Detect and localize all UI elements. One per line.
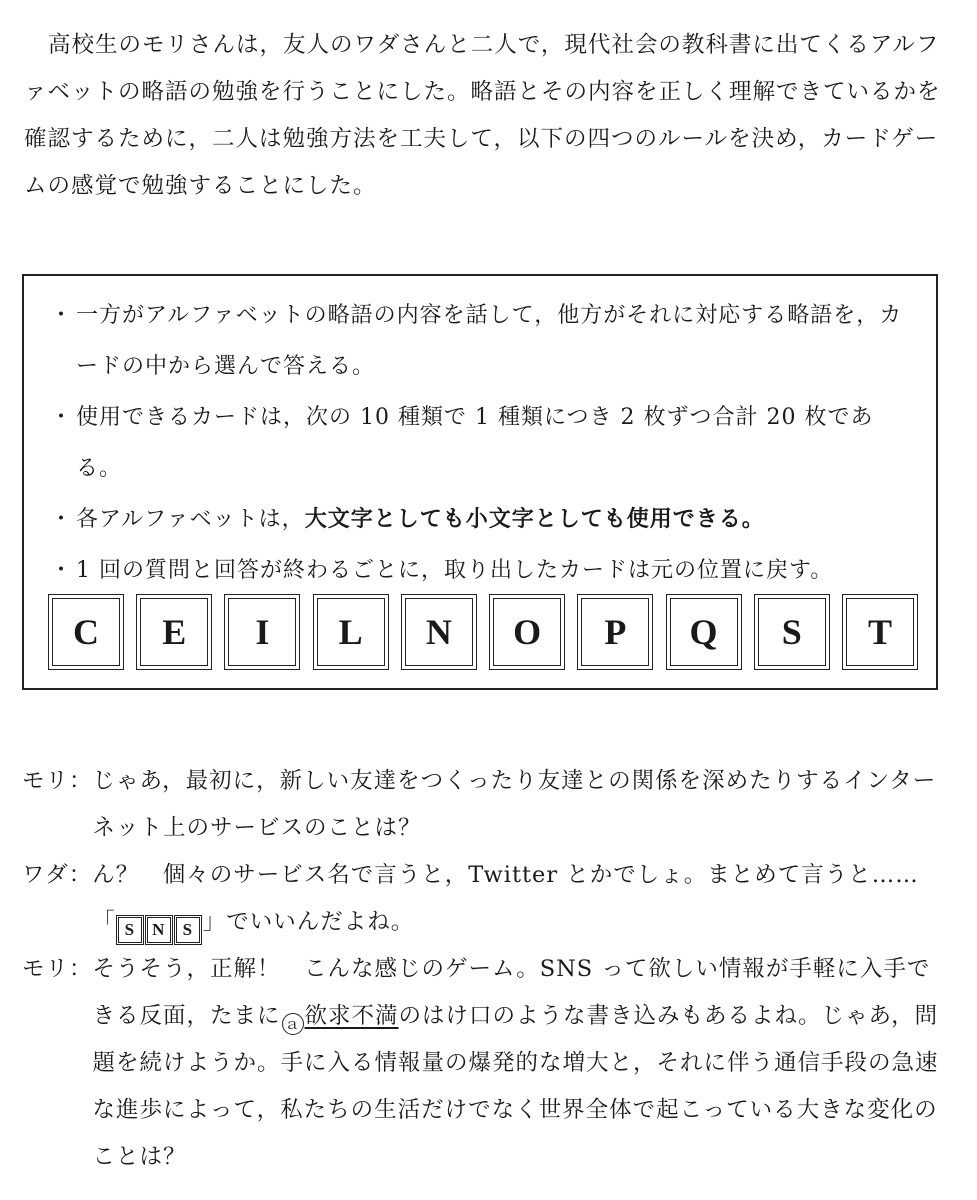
card-letter: L xyxy=(317,598,385,666)
rule-item: ・ 使用できるカードは，次の 10 種類で 1 種類につき 2 枚ずつ合計 20 枚である。 xyxy=(54,392,914,494)
card-letter: Q xyxy=(670,598,738,666)
letter-card xyxy=(224,594,300,670)
intro-paragraph: 高校生のモリさんは，友人のワダさんと二人で，現代社会の教科書に出てくるアルファベットの略語の勉強を行うことにした。略語とその内容を正しく理解できているかを確認するために，二人は勉強方法を工夫して，以下の四つのルールを決め，カードゲームの感覚で勉強することにした。 xyxy=(24,32,941,199)
rule-text: 各アルファベットは， xyxy=(76,507,305,532)
card-letter: N xyxy=(405,598,473,666)
answer-letter: S xyxy=(118,917,142,943)
letter-card xyxy=(577,594,653,670)
card-letter: E xyxy=(140,598,208,666)
answer-card xyxy=(145,915,173,945)
speech-fragment: ん？ 個々のサービス名で言うと，Twitter とかでしょ。まとめて言うと……「 xyxy=(92,862,919,935)
dialogue-line xyxy=(22,758,942,852)
rules-box xyxy=(22,274,938,690)
speaker-label: モリ： xyxy=(22,768,93,794)
rule-item: ・ 1 回の質問と回答が終わるごとに，取り出したカードは元の位置に戻す。 xyxy=(54,545,914,596)
dialogue xyxy=(22,758,942,1181)
dialogue-line xyxy=(22,852,942,946)
letter-card xyxy=(313,594,389,670)
rule-item: ・ 一方がアルファベットの略語の内容を話して，他方がそれに対応する略語を，カードの中から選んで答える。 xyxy=(54,290,914,392)
card-letter: P xyxy=(581,598,649,666)
speech-text xyxy=(93,946,942,1181)
circled-a-marker: ａ xyxy=(282,1013,304,1035)
letter-cards xyxy=(48,594,918,670)
speech-fragment: 」でいいんだよね。 xyxy=(202,909,415,935)
speech-text xyxy=(92,852,942,946)
letter-card xyxy=(666,594,742,670)
rule-item xyxy=(54,494,914,545)
letter-card xyxy=(754,594,830,670)
answer-card xyxy=(116,915,144,945)
letter-card xyxy=(136,594,212,670)
letter-card xyxy=(48,594,124,670)
letter-card xyxy=(489,594,565,670)
speech-fragment: のはけ口のような書き込みもあるよね。じゃあ，問題を続けようか。手に入る情報量の爆発的な増大と，それに伴う通信手段の急速な進歩によって，私たちの生活だけでなく世界全体で起こっている大きな変化のことは？ xyxy=(92,1003,939,1170)
rule-bold-text: 大文字としても小文字としても使用できる。 xyxy=(304,506,765,532)
dialogue-line xyxy=(22,946,942,1181)
speaker-label: ワダ： xyxy=(22,862,93,888)
card-letter: I xyxy=(228,598,296,666)
card-letter: O xyxy=(493,598,561,666)
rules-list xyxy=(54,290,914,596)
card-letter: T xyxy=(846,598,914,666)
speech-fragment: そうそう，正解！ こんな感じのゲーム。SNS って欲しい情報が手軽に入手できる反面，たまに xyxy=(92,956,931,1029)
speaker-label: モリ： xyxy=(22,956,93,982)
letter-card xyxy=(842,594,918,670)
letter-card xyxy=(401,594,477,670)
card-letter: S xyxy=(758,598,826,666)
answer-card xyxy=(174,915,202,945)
underlined-term: 欲求不満 xyxy=(304,1003,399,1029)
speech-text: じゃあ，最初に，新しい友達をつくったり友達との関係を深めたりするインターネット上のサービスのことは？ xyxy=(92,768,937,841)
answer-letter: N xyxy=(147,917,171,943)
card-letter: C xyxy=(52,598,120,666)
answer-letter: S xyxy=(176,917,200,943)
